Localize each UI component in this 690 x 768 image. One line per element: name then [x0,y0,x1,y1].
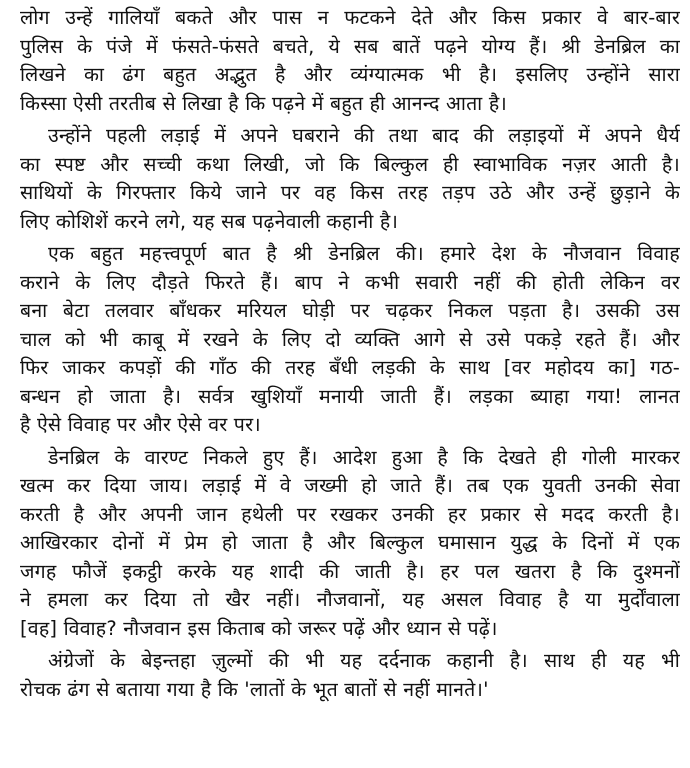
text-line: उन्होंने पहली लड़ाई में अपने घबराने की तथा बाद की लड़ाइयों में अपने धैर्य [48,124,680,147]
text-line: का स्पष्ट और सच्ची कथा लिखी, जो कि बिल्कुल ही स्वाभाविक नज़र आती है। [20,152,680,176]
paragraph-3 [20,240,680,440]
text-line: बना बेटा तलवार बाँधकर मरियल घोड़ी पर चढ़कर निकल पड़ता है। उसकी उस [20,299,680,322]
text-line: अंग्रेजों के बेइन्तहा ज़ुल्मों की भी यह दर्दनाक कहानी है। साथ ही यह भी [48,649,680,672]
text-line: रोचक ढंग से बताया गया है कि 'लातों के भूत बातों से नहीं मानते।' [20,677,489,701]
text-line: है ऐसे विवाह पर और ऐसे वर पर। [20,413,261,436]
paragraph-5 [20,647,680,704]
text-line: बन्धन हो जाता है। सर्वत्र खुशियाँ मनायी जाती हैं। लड़का ब्याहा गया! लानत [20,384,680,408]
text-line: साथियों के गिरफ्तार किये जाने पर वह किस तरह तड़प उठे और उन्हें छुड़ाने के [20,181,680,204]
text-line: [वह] विवाह? नौजवान इस किताब को जरूर पढ़ें और ध्यान से पढ़ें। [20,616,498,640]
text-line: किस्सा ऐसी तरतीब से लिखा है कि पढ़ने में बहुत ही आनन्द आता है। [20,91,507,115]
text-line: ने हमला कर दिया तो खैर नहीं। नौजवानों, यह असल विवाह है या मुर्दोंवाला [20,588,680,611]
paragraph-2 [20,122,680,236]
text-line: करती है और अपनी जान हथेली पर रखकर उनकी हर प्रकार से मदद करती है। [20,502,680,526]
text-line: पुलिस के पंजे में फंसते-फंसते बचते, ये सब बातें पढ़ने योग्य हैं। श्री डेनब्रिल का [20,34,680,58]
text-line: डेनब्रिल के वारण्ट निकले हुए हैं। आदेश हुआ है कि देखते ही गोली मारकर [48,445,680,469]
text-line: चाल को भी काबू में रखने के लिए दो व्यक्ति आगे से उसे पकड़े रहते हैं। और [20,327,680,351]
text-line: जगह फौजें इकट्ठी करके यह शादी की जाती है। हर पल खतरा है कि दुश्मनों [20,559,680,583]
text-line: फिर जाकर कपड़ों की गाँठ की तरह बँधी लड़की के साथ [वर महोदय का] गठ- [20,356,680,379]
paragraph-1 [20,4,680,118]
paragraph-4 [20,444,680,644]
text-line: आखिरकार दोनों में प्रेम हो जाता है और बिल्कुल घमासान युद्ध के दिनों में एक [20,531,680,554]
text-line: लोग उन्हें गालियाँ बकते और पास न फटकने देते और किस प्रकार वे बार-बार [20,6,680,29]
text-line: लिए कोशिशें करने लगे, यह सब पढ़नेवाली कहानी है। [20,209,399,233]
text-line: लिखने का ढंग बहुत अद्भुत है और व्यंग्यात्मक भी है। इसलिए उन्होंने सारा [20,63,680,86]
text-line: एक बहुत महत्त्वपूर्ण बात है श्री डेनब्रिल की। हमारे देश के नौजवान विवाह [48,242,680,265]
text-line: कराने के लिए दौड़ते फिरते हैं। बाप ने कभी सवारी नहीं की होती लेकिन वर [20,270,680,294]
text-line: खत्म कर दिया जाय। लड़ाई में वे जख्मी हो जाते हैं। तब एक युवती उनकी सेवा [20,474,680,497]
